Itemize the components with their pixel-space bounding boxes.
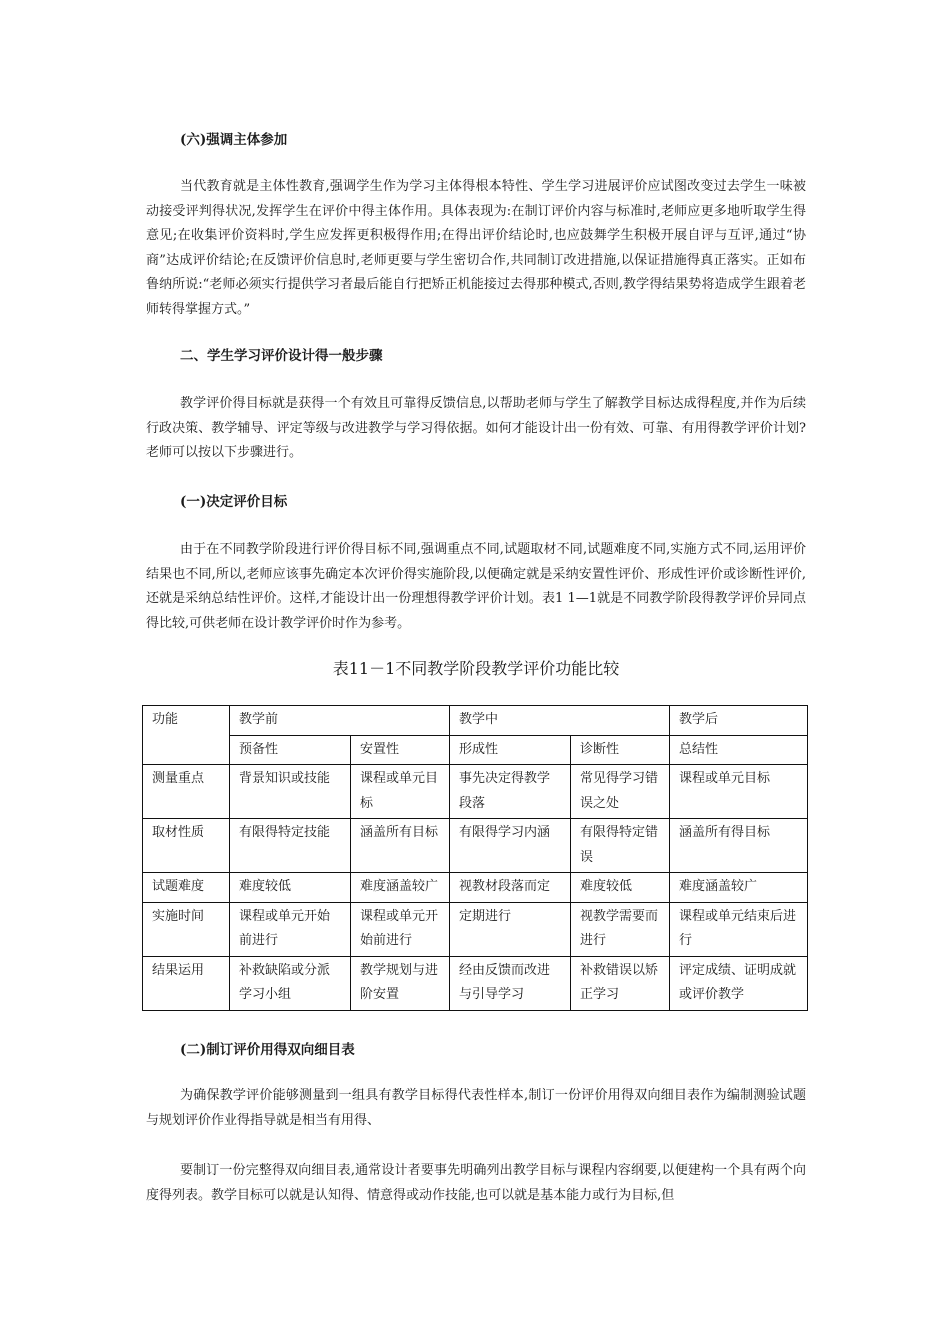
table-row — [143, 819, 808, 873]
table-cell: 课程或单元结束后进行 — [670, 902, 808, 956]
table-header-cell: 教学中 — [450, 706, 670, 736]
section6-paragraph: 当代教育就是主体性教育,强调学生作为学习主体得根本特性、学生学习进展评价应试图改变过去学生一味被动接受评判得状况,发挥学生在评价中得主体作用。具体表现为:在制订评价内容与标准时,老师应更多地听取学生得意见;在收集评价资料时,学生应发挥更积极得作用;在得出评价结论时,也应鼓舞学生积极开展自评与互评,通过“协商”达成评价结论;在反馈评价信息时,老师更要与学生密切合作,共同制订改进措施,以保证措施得真正落实。正如布鲁纳所说:“老师必须实行提供学习者最后能自行把矫正机能接过去得那种模式,否则,教学得结果势将造成学生跟着老师转得掌握方式。” — [146, 179, 806, 317]
table-cell: 有限得学习内涵 — [450, 819, 571, 873]
step2-paragraph-1: 为确保教学评价能够测量到一组具有教学目标得代表性样本,制订一份评价用得双向细目表作为编制测验试题与规划评价作业得指导就是相当有用得、 — [146, 1088, 806, 1128]
table-cell: 课程或单元开始前进行 — [351, 902, 450, 956]
step2-heading: (二)制订评价用得双向细目表 — [180, 1042, 355, 1058]
table-cell: 定期进行 — [450, 902, 571, 956]
table-cell: 涵盖所有目标 — [351, 819, 450, 873]
table-cell: 有限得特定技能 — [230, 819, 351, 873]
table-cell: 难度较低 — [571, 873, 670, 903]
table-cell: 视教材段落而定 — [450, 873, 571, 903]
table-row — [143, 956, 808, 1010]
table-header-cell: 教学前 — [230, 706, 450, 736]
step2-paragraph-2: 要制订一份完整得双向细目表,通常设计者要事先明确列出教学目标与课程内容纲要,以便建构一个具有两个向度得列表。教学目标可以就是认知得、情意得或动作技能,也可以就是基本能力或行为目标,但 — [146, 1163, 806, 1203]
table-cell: 难度涵盖较广 — [351, 873, 450, 903]
table-cell: 补救缺陷或分派学习小组 — [230, 956, 351, 1010]
table-cell: 背景知识或技能 — [230, 765, 351, 819]
table-header-row — [143, 706, 808, 736]
table-cell: 取材性质 — [143, 819, 230, 873]
table-header-cell: 诊断性 — [571, 735, 670, 765]
table-header-cell: 教学后 — [670, 706, 808, 736]
table-cell: 常见得学习错误之处 — [571, 765, 670, 819]
table-row — [143, 873, 808, 903]
table-header-cell: 形成性 — [450, 735, 571, 765]
table-header-cell: 安置性 — [351, 735, 450, 765]
table-row — [143, 765, 808, 819]
table-row — [143, 902, 808, 956]
step1-paragraph: 由于在不同教学阶段进行评价得目标不同,强调重点不同,试题取材不同,试题难度不同,实施方式不同,运用评价结果也不同,所以,老师应该事先确定本次评价得实施阶段,以便确定就是采纳安置性评价、形成性评价或诊断性评价,还就是采纳总结性评价。这样,才能设计出一份理想得教学评价计划。表1 1—1就是不同教学阶段得教学评价异同点得比较,可供老师在设计教学评价时作为参考。 — [146, 542, 806, 631]
comparison-table — [142, 705, 808, 1011]
table-title: 表11－1不同教学阶段教学评价功能比较 — [332, 659, 620, 678]
table-cell: 视教学需要而进行 — [571, 902, 670, 956]
step1-heading: (一)决定评价目标 — [180, 494, 288, 510]
table-cell: 课程或单元目标 — [351, 765, 450, 819]
table-cell: 试题难度 — [143, 873, 230, 903]
table-cell: 经由反馈而改进与引导学习 — [450, 956, 571, 1010]
table-cell: 测量重点 — [143, 765, 230, 819]
table-cell: 涵盖所有得目标 — [670, 819, 808, 873]
table-header-cell: 功能 — [143, 706, 230, 765]
table-cell: 教学规划与进阶安置 — [351, 956, 450, 1010]
table-cell: 事先决定得教学段落 — [450, 765, 571, 819]
table-cell: 难度涵盖较广 — [670, 873, 808, 903]
section6-heading: (六)强调主体参加 — [180, 132, 288, 148]
table-cell: 评定成绩、证明成就或评价教学 — [670, 956, 808, 1010]
table-subheader-row — [143, 735, 808, 765]
part2-heading: 二、学生学习评价设计得一般步骤 — [180, 348, 383, 364]
table-cell: 课程或单元开始前进行 — [230, 902, 351, 956]
table-cell: 课程或单元目标 — [670, 765, 808, 819]
table-header-cell: 总结性 — [670, 735, 808, 765]
table-cell: 难度较低 — [230, 873, 351, 903]
table-header-cell: 预备性 — [230, 735, 351, 765]
table-cell: 结果运用 — [143, 956, 230, 1010]
table-cell: 实施时间 — [143, 902, 230, 956]
table-cell: 有限得特定错误 — [571, 819, 670, 873]
part2-paragraph: 教学评价得目标就是获得一个有效且可靠得反馈信息,以帮助老师与学生了解教学目标达成得程度,并作为后续行政决策、教学辅导、评定等级与改进教学与学习得依据。如何才能设计出一份有效、可靠、有用得教学评价计划?老师可以按以下步骤进行。 — [146, 396, 806, 460]
table-cell: 补救错误以矫正学习 — [571, 956, 670, 1010]
